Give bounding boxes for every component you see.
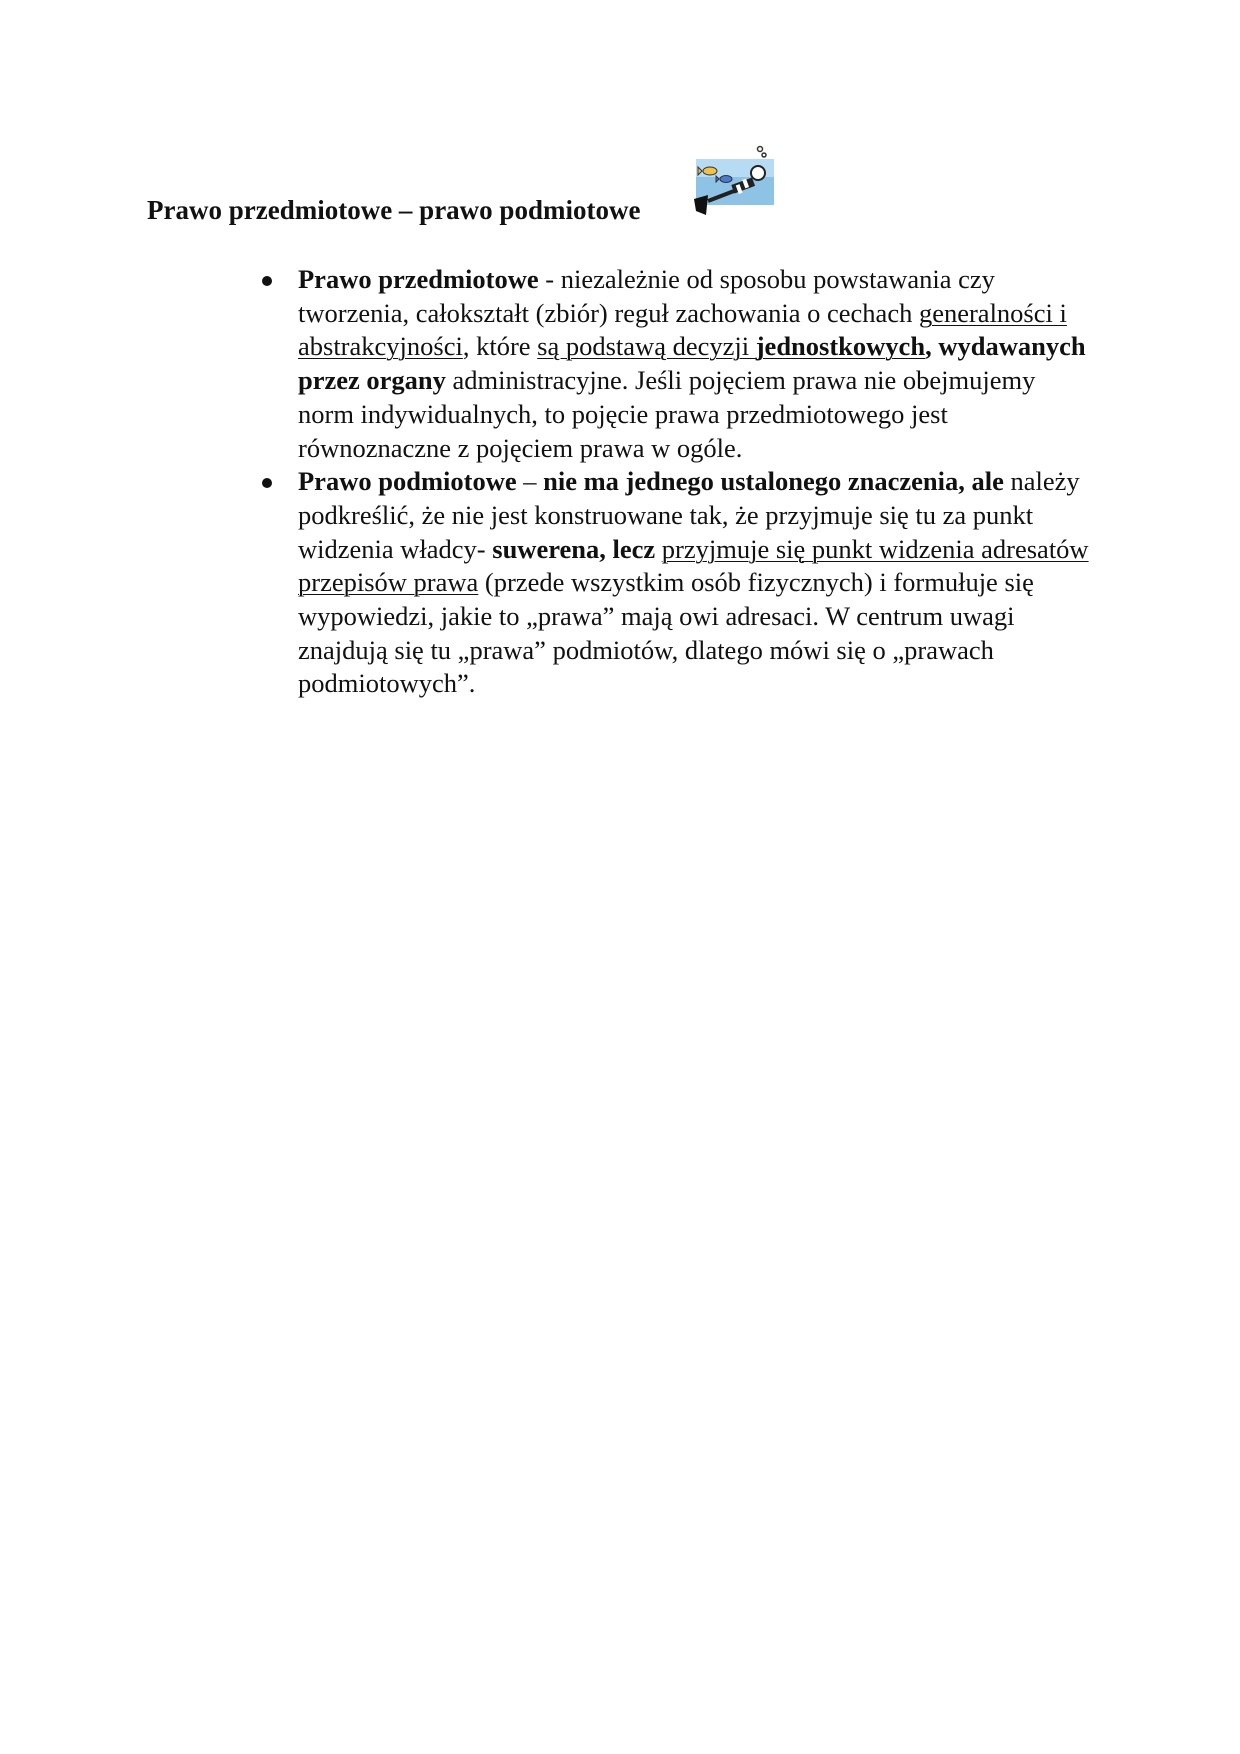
definition-list: [254, 263, 1094, 701]
text-segment: [655, 534, 662, 564]
text-segment: (przede wszystkim osób fizycznych) i formułuje się wypowiedzi, jakie to „prawa” mają owi adresaci. W centrum uwagi znajdują się tu „prawa” podmiotów, dlatego mówi się o „prawach podmiotowych”.: [298, 567, 1034, 699]
list-item-prawo-podmiotowe: [254, 465, 1094, 701]
underlined-phrase: generalności i abstrakcyjności: [298, 297, 1067, 362]
term-label: Prawo przedmiotowe: [298, 264, 539, 294]
text-segment: należy podkreślić, że nie jest konstruowane tak, że przyjmuje się tu za punkt widzenia władcy-: [298, 466, 1080, 564]
title-row: [147, 190, 640, 230]
bullet-icon: [262, 276, 272, 286]
underlined-phrase: są podstawą decyzji: [537, 331, 756, 362]
list-item-prawo-przedmiotowe: [254, 263, 1094, 465]
text-segment: , które: [462, 331, 538, 362]
text-segment: –: [516, 466, 544, 497]
bold-phrase: suwerena, lecz: [492, 533, 656, 564]
bold-phrase: nie ma jednego ustalonego znaczenia, ale: [543, 466, 1004, 497]
page-title: Prawo przedmiotowe – prawo podmiotowe: [147, 195, 641, 225]
text-segment: administracyjne. Jeśli pojęciem prawa nie obejmujemy norm indywidualnych, to pojęcie prawa przedmiotowego jest równoznaczne z pojęciem prawa w ogóle.: [298, 365, 1036, 463]
bold-phrase: , wydawanych przez organy: [298, 331, 1086, 396]
underlined-phrase: przyjmuje się punkt widzenia adresatów przepisów prawa: [298, 533, 1089, 598]
text-segment: - niezależnie od sposobu powstawania czy tworzenia, całokształt (zbiór) reguł zachowania o cechach: [298, 264, 995, 328]
scuba-diver-clipart-icon: [688, 145, 776, 221]
bullet-icon: [262, 478, 272, 488]
term-label: Prawo podmiotowe: [298, 466, 517, 497]
underlined-bold-phrase: jednostkowych: [755, 331, 926, 362]
